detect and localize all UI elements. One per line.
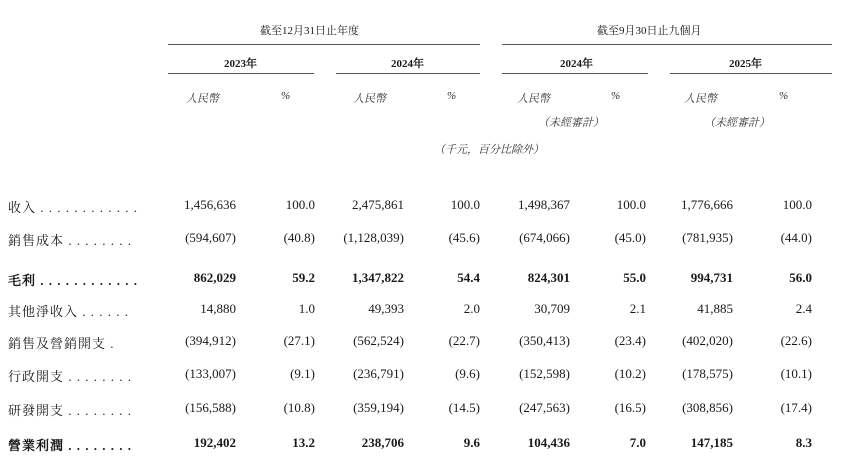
- amount-cell: (674,066): [519, 230, 570, 245]
- percent-cell: 59.2: [292, 270, 315, 285]
- percent-cell: (22.6): [780, 333, 812, 348]
- col-rmb-4: 人民幣: [684, 93, 717, 105]
- amount-cell: 147,185: [690, 435, 733, 450]
- amount-cell: 1,498,367: [518, 197, 570, 212]
- percent-cell: 9.6: [463, 435, 480, 450]
- year-header-2023: 2023年: [224, 58, 257, 70]
- col-rmb-3: 人民幣: [517, 93, 550, 105]
- group-header-nine-months: 截至9月30日止九個月: [597, 25, 702, 37]
- percent-cell: 1.0: [298, 301, 315, 316]
- amount-cell: 824,301: [527, 270, 570, 285]
- group-header-year-end: 截至12月31日止年度: [260, 25, 359, 37]
- group-divider-2: [502, 44, 832, 45]
- percent-cell: (40.8): [283, 230, 315, 245]
- percent-cell: (45.0): [614, 230, 646, 245]
- percent-cell: (22.7): [448, 333, 480, 348]
- percent-cell: 55.0: [623, 270, 646, 285]
- amount-cell: (359,194): [353, 400, 404, 415]
- amount-cell: 49,393: [368, 301, 404, 316]
- amount-cell: (178,575): [682, 366, 733, 381]
- row-label: 毛利 . . . . . . . . . . . .: [8, 273, 139, 288]
- col-rmb-2: 人民幣: [353, 93, 386, 105]
- unit-note: （千元，百分比除外）: [434, 144, 544, 156]
- row-label: 銷售成本 . . . . . . . .: [8, 233, 133, 248]
- percent-cell: (10.1): [780, 366, 812, 381]
- percent-cell: 100.0: [616, 197, 646, 212]
- amount-cell: 1,776,666: [681, 197, 733, 212]
- year-divider-1: [168, 73, 314, 74]
- row-label: 其他淨收入 . . . . . .: [8, 304, 130, 319]
- year-header-2025: 2025年: [729, 58, 762, 70]
- amount-cell: 41,885: [697, 301, 733, 316]
- amount-cell: 994,731: [690, 270, 733, 285]
- amount-cell: (394,912): [185, 333, 236, 348]
- amount-cell: 192,402: [193, 435, 236, 450]
- col-pct-2: %: [447, 90, 457, 102]
- year-divider-3: [502, 73, 648, 74]
- amount-cell: (133,007): [185, 366, 236, 381]
- percent-cell: 54.4: [457, 270, 480, 285]
- percent-cell: (10.8): [283, 400, 315, 415]
- percent-cell: (23.4): [614, 333, 646, 348]
- percent-cell: 100.0: [450, 197, 480, 212]
- percent-cell: (44.0): [780, 230, 812, 245]
- percent-cell: 100.0: [782, 197, 812, 212]
- amount-cell: 104,436: [527, 435, 570, 450]
- percent-cell: 7.0: [629, 435, 646, 450]
- amount-cell: (562,524): [353, 333, 404, 348]
- percent-cell: (10.2): [614, 366, 646, 381]
- group-divider-1: [168, 44, 480, 45]
- row-label: 行政開支 . . . . . . . .: [8, 369, 133, 384]
- percent-cell: 2.0: [463, 301, 480, 316]
- percent-cell: 56.0: [789, 270, 812, 285]
- amount-cell: 238,706: [361, 435, 404, 450]
- year-divider-4: [670, 73, 832, 74]
- percent-cell: (16.5): [614, 400, 646, 415]
- year-header-2024-b: 2024年: [560, 58, 593, 70]
- percent-cell: (27.1): [283, 333, 315, 348]
- amount-cell: (308,856): [682, 400, 733, 415]
- percent-cell: 2.4: [795, 301, 812, 316]
- unaudited-note-1: （未經審計）: [538, 117, 604, 129]
- amount-cell: (247,563): [519, 400, 570, 415]
- percent-cell: 13.2: [292, 435, 315, 450]
- row-label: 研發開支 . . . . . . . .: [8, 403, 133, 418]
- col-pct-1: %: [281, 90, 291, 102]
- row-label: 營業利潤 . . . . . . . .: [8, 438, 133, 453]
- percent-cell: (45.6): [448, 230, 480, 245]
- col-rmb-1: 人民幣: [186, 93, 219, 105]
- percent-cell: (17.4): [780, 400, 812, 415]
- percent-cell: 2.1: [629, 301, 646, 316]
- percent-cell: (9.6): [455, 366, 480, 381]
- row-label: 銷售及營銷開支 .: [8, 336, 115, 351]
- amount-cell: 14,880: [200, 301, 236, 316]
- row-label: 收入 . . . . . . . . . . . .: [8, 200, 139, 215]
- amount-cell: (236,791): [353, 366, 404, 381]
- percent-cell: 8.3: [795, 435, 812, 450]
- amount-cell: (152,598): [519, 366, 570, 381]
- amount-cell: (594,607): [185, 230, 236, 245]
- amount-cell: (156,588): [185, 400, 236, 415]
- amount-cell: (1,128,039): [343, 230, 404, 245]
- amount-cell: 1,456,636: [184, 197, 236, 212]
- amount-cell: (781,935): [682, 230, 733, 245]
- percent-cell: (14.5): [448, 400, 480, 415]
- amount-cell: (350,413): [519, 333, 570, 348]
- amount-cell: 2,475,861: [352, 197, 404, 212]
- col-pct-4: %: [779, 90, 789, 102]
- unaudited-note-2: （未經審計）: [704, 117, 770, 129]
- col-pct-3: %: [611, 90, 621, 102]
- amount-cell: (402,020): [682, 333, 733, 348]
- amount-cell: 1,347,822: [352, 270, 404, 285]
- year-header-2024-a: 2024年: [391, 58, 424, 70]
- amount-cell: 862,029: [193, 270, 236, 285]
- percent-cell: 100.0: [285, 197, 315, 212]
- year-divider-2: [336, 73, 480, 74]
- percent-cell: (9.1): [290, 366, 315, 381]
- amount-cell: 30,709: [534, 301, 570, 316]
